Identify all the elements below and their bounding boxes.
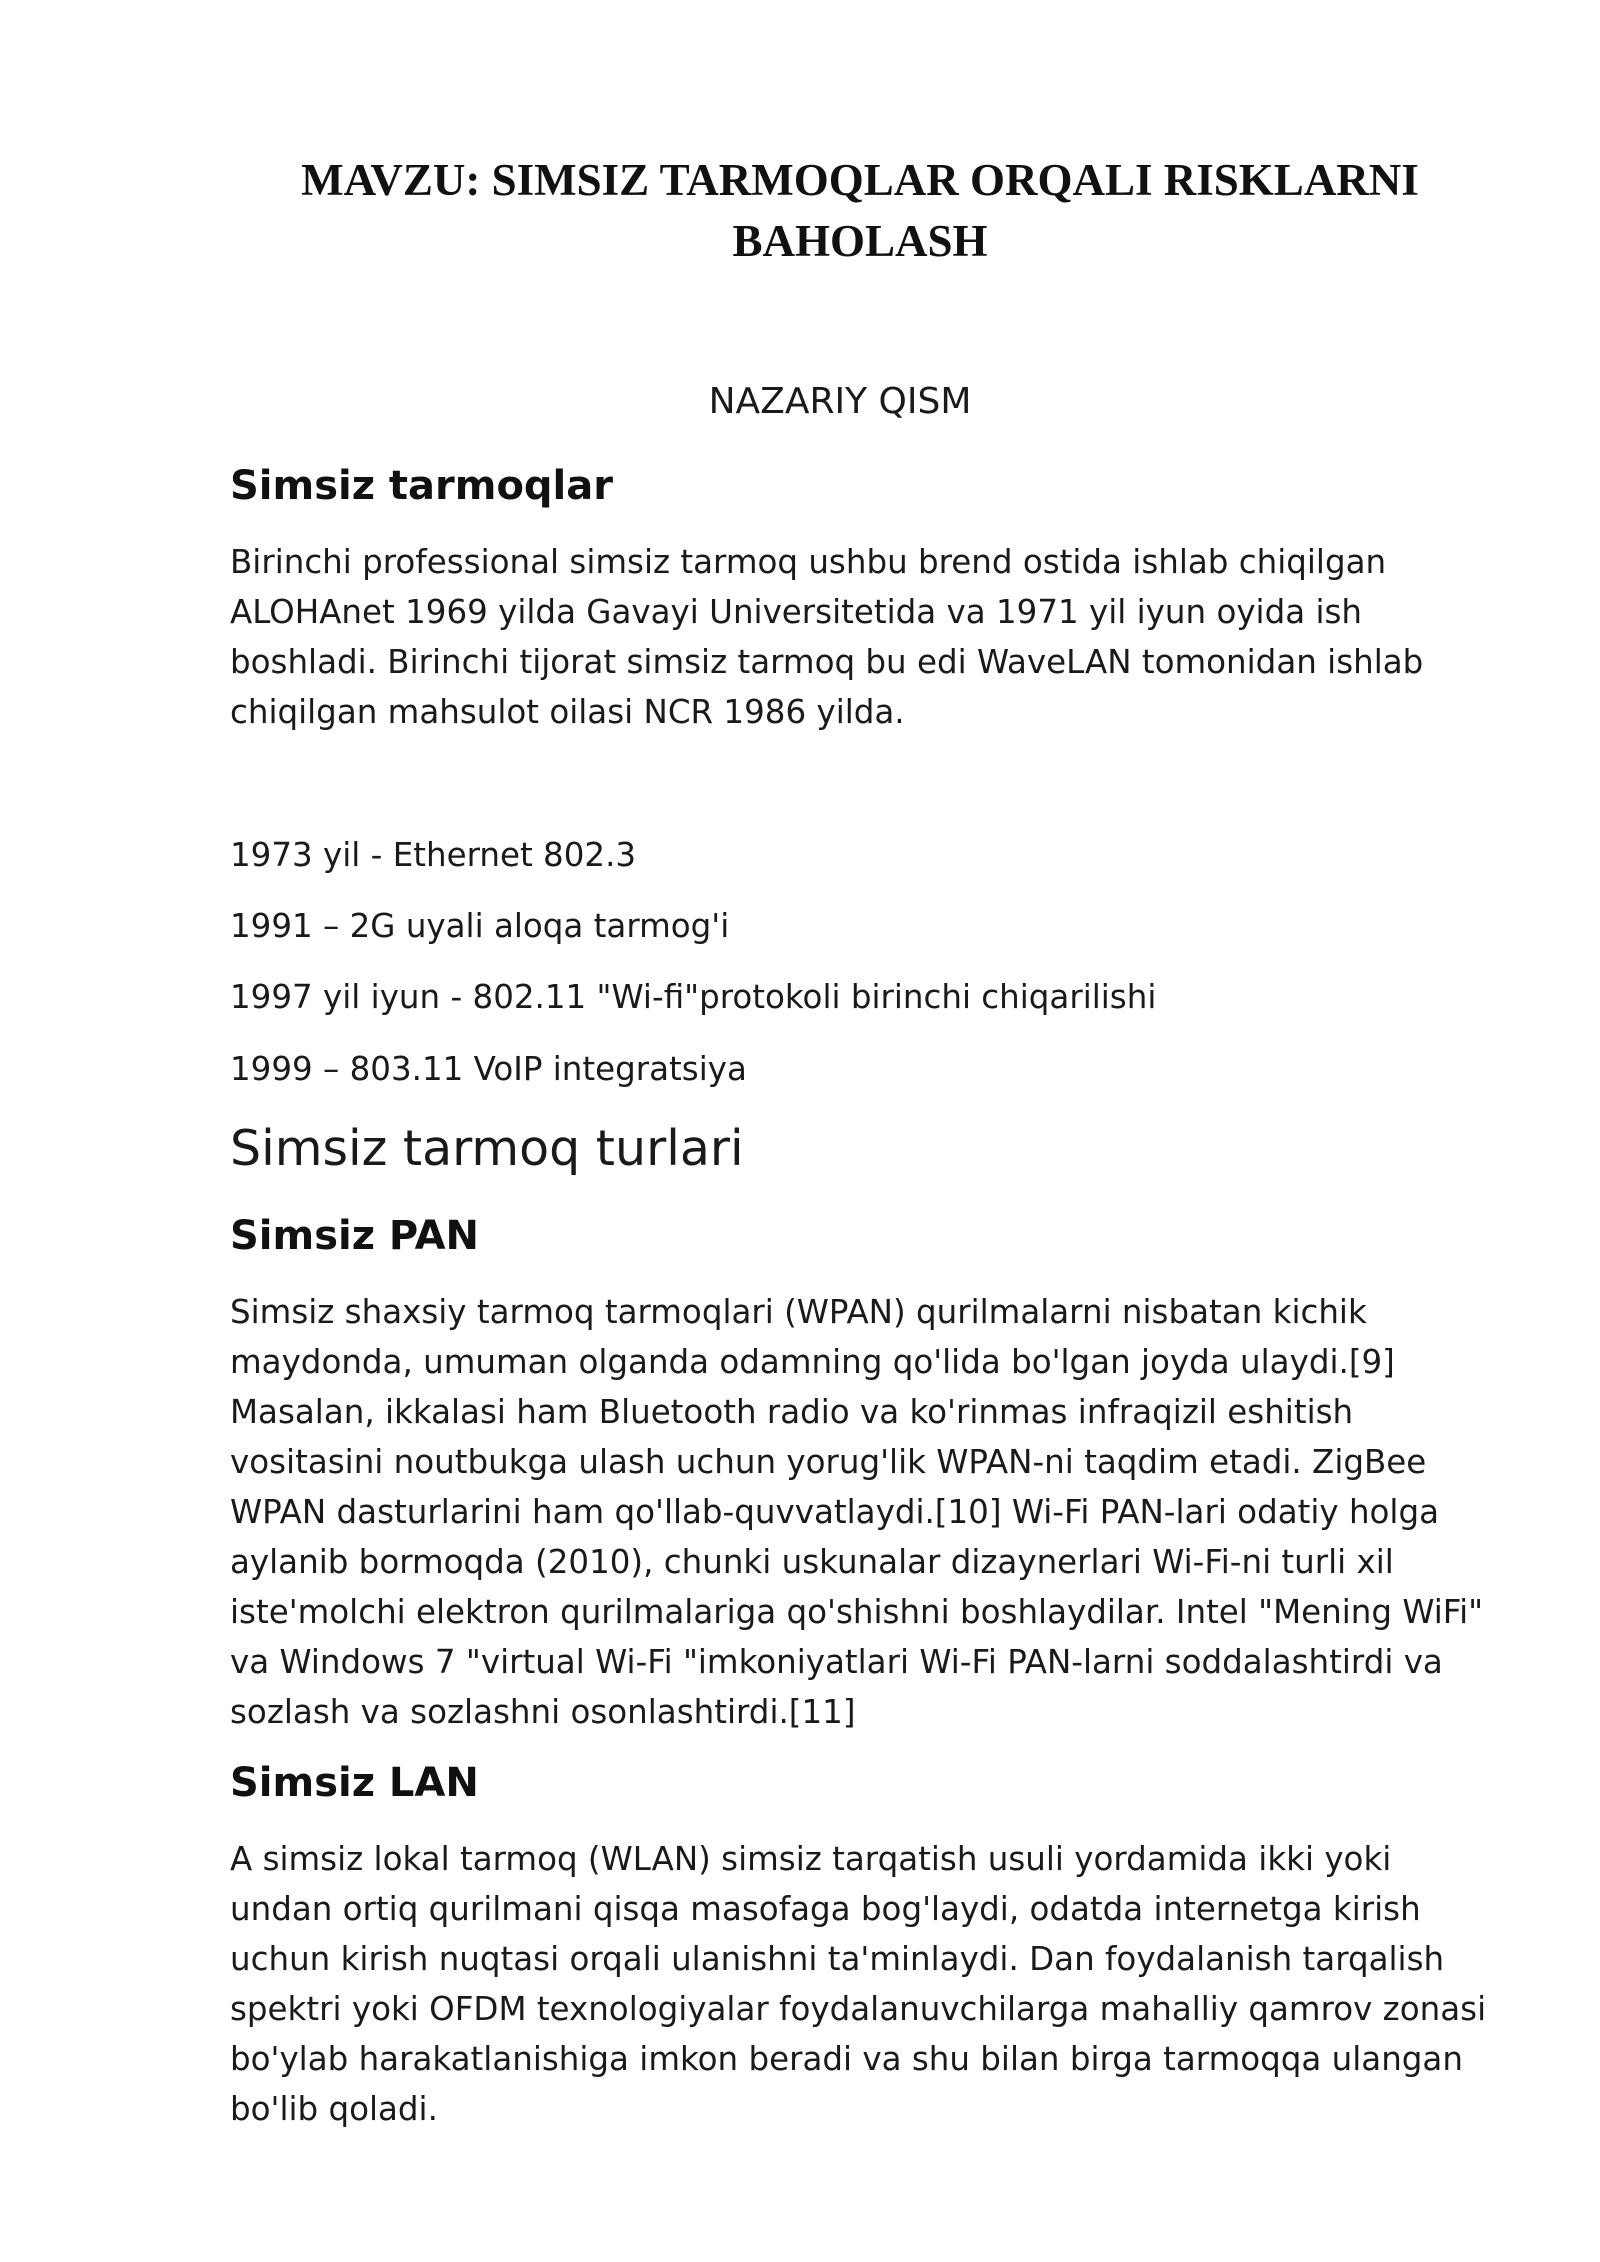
- timeline-item: 1999 – 803.11 VoIP integratsiya: [230, 1050, 747, 1088]
- heading-network-types: Simsiz tarmoq turlari: [230, 1120, 744, 1177]
- timeline-item: 1991 – 2G uyali aloqa tarmog'i: [230, 907, 730, 945]
- document-title: MAVZU: SIMSIZ TARMOQLAR ORQALI RISKLARNI BAHOLASH: [301, 155, 1419, 266]
- heading-wireless-lan: Simsiz LAN: [230, 1760, 479, 1806]
- paragraph-pan: Simsiz shaxsiy tarmoq tarmoqlari (WPAN) qurilmalarni nisbatan kichik maydonda, umuman olganda odamning qo'lida bo'lgan joyda ulaydi.[9] Masalan, ikkalasi ham Bluetooth radio va ko'rinmas infraqizil eshitish vositasini noutbukga ulash uchun yorug'lik WPAN-ni taqdim etadi. ZigBee WPAN dasturlarini ham qo'llab-quvvatlaydi.[10] Wi-Fi PAN-lari odatiy holga aylanib bormoqda (2010), chunki uskunalar dizaynerlari Wi-Fi-ni turli xil iste'molchi elektron qurilmalariga qo'shishni boshlaydilar. Intel "Mening WiFi" va Windows 7 "virtual Wi-Fi "imkoniyatlari Wi-Fi PAN-larni soddalashtirdi va sozlash va sozlashni osonlashtirdi.[11]: [230, 1293, 1484, 1731]
- section-label: NAZARIY QISM: [708, 381, 972, 422]
- paragraph-lan: A simsiz lokal tarmoq (WLAN) simsiz tarqatish usuli yordamida ikki yoki undan ortiq qurilmani qisqa masofaga bog'laydi, odatda internetga kirish uchun kirish nuqtasi orqali ulanishni ta'minlaydi. Dan foydalanish tarqalish spektri yoki OFDM texnologiyalar foydalanuvchilarga mahalliy qamrov zonasi bo'ylab harakatlanishiga imkon beradi va shu bilan birga tarmoqqa ulangan bo'lib qoladi.: [230, 1840, 1487, 2128]
- timeline-item: 1997 yil iyun - 802.11 "Wi-fi"protokoli birinchi chiqarilishi: [230, 978, 1157, 1016]
- heading-wireless-networks: Simsiz tarmoqlar: [230, 463, 613, 509]
- heading-wireless-pan: Simsiz PAN: [230, 1213, 480, 1259]
- paragraph-intro: Birinchi professional simsiz tarmoq ushbu brend ostida ishlab chiqilgan ALOHAnet 1969 yilda Gavayi Universitetida va 1971 yil iyun oyida ish boshladi. Birinchi tijorat simsiz tarmoq bu edi WaveLAN tomonidan ishlab chiqilgan mahsulot oilasi NCR 1986 yilda.: [230, 543, 1424, 731]
- timeline-item: 1973 yil - Ethernet 802.3: [230, 836, 637, 874]
